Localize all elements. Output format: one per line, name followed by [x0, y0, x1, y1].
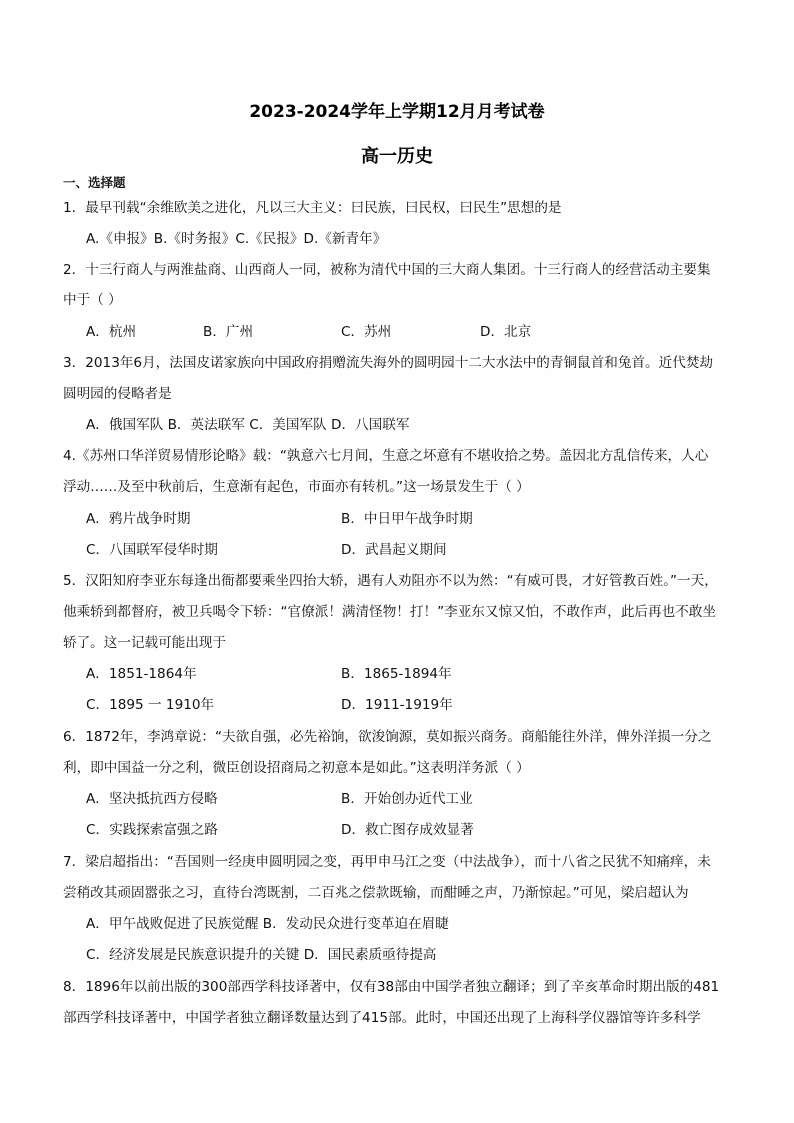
question-6-option-b: B．开始创办近代工业 [341, 791, 473, 807]
question-7-text-line2: 尝稍改其顽固嚣张之习，直待台湾既割，二百兆之偿款既输，而酣睡之声，乃渐惊起。”可见，梁启超认为 [63, 885, 689, 901]
question-5-text-line3: 轿了。这一记载可能出现于 [63, 635, 227, 651]
question-1-text: 1．最早刊载“余维欧美之进化，凡以三大主义：曰民族，曰民权，曰民生”思想的是 [63, 200, 562, 216]
exam-title: 2023-2024学年上学期12月月考试卷 [249, 102, 545, 122]
question-5-option-c: C．1895 一 1910年 [86, 697, 215, 713]
exam-subject: 高一历史 [361, 146, 433, 167]
question-4-text-line1: 4.《苏州口华洋贸易情形论略》载：“孰意六七月间，生意之坏意有不堪收拾之势。盖因北方乱信传来，人心 [63, 448, 709, 464]
question-2-text-line2: 中于（ ） [63, 292, 122, 308]
question-5-text-line1: 5．汉阳知府李亚东每逢出衙都要乘坐四抬大轿，遇有人劝阻亦不以为然：“有威可畏，才好管教百姓。”一天， [63, 573, 718, 589]
question-5-option-d: D．1911-1919年 [341, 697, 453, 713]
section-heading: 一、选择题 [63, 175, 126, 190]
question-8-text-line1: 8．1896年以前出版的300部西学科技译著中，仅有38部由中国学者独立翻译；到了辛亥革命时期出版的481 [63, 979, 720, 995]
question-6-text-line2: 利，即中国益一分之利，微臣创设招商局之初意本是如此。”这表明洋务派（ ） [63, 760, 530, 776]
question-4-text-line2: 浮动……及至中秋前后，生意渐有起色，市面亦有转机。”这一场景发生于（ ） [63, 479, 530, 495]
question-2-option-a: A．杭州 [86, 324, 137, 340]
question-7-options-row1: A．甲午战败促进了民族觉醒 B．发动民众进行变革迫在眉睫 [86, 916, 449, 932]
question-7-text-line1: 7．梁启超指出：“吾国则一经庚申圆明园之变，再甲申马江之变（中法战争），而十八省之民犹不知痛痒，未 [63, 854, 711, 870]
question-3-options: A．俄国军队 B．英法联军 C．美国军队 D．八国联军 [86, 417, 410, 433]
question-5-option-a: A．1851-1864年 [86, 666, 197, 682]
question-4-option-b: B．中日甲午战争时期 [341, 511, 473, 527]
question-5-text-line2: 他乘轿到都督府，被卫兵喝令下轿：“官僚派！满清怪物！打！”李亚东又惊又怕，不敢作声，此后再也不敢坐 [63, 604, 716, 620]
question-2-text-line1: 2．十三行商人与两淮盐商、山西商人一同，被称为清代中国的三大商人集团。十三行商人的经营活动主要集 [63, 262, 711, 278]
question-6-option-c: C．实践探索富强之路 [86, 822, 218, 838]
question-4-option-a: A．鸦片战争时期 [86, 511, 191, 527]
question-2-option-b: B．广州 [203, 324, 254, 340]
question-3-text-line1: 3．2013年6月，法国皮诺家族向中国政府捐赠流失海外的圆明园十二大水法中的青铜鼠首和兔首。近代焚劫 [63, 355, 714, 371]
question-7-options-row2: C．经济发展是民族意识提升的关键 D．国民素质亟待提高 [86, 947, 437, 963]
question-1-options: A.《申报》B.《时务报》C.《民报》D.《新青年》 [86, 231, 387, 247]
question-3-text-line2: 圆明园的侵略者是 [63, 386, 172, 402]
question-2-option-d: D．北京 [480, 324, 532, 340]
question-8-text-line2: 部西学科技译著中，中国学者独立翻译数量达到了415部。此时，中国还出现了上海科学仪器馆等许多科学 [63, 1010, 701, 1026]
question-4-option-c: C．八国联军侵华时期 [86, 542, 218, 558]
question-5-option-b: B．1865-1894年 [341, 666, 452, 682]
question-6-option-a: A．坚决抵抗西方侵略 [86, 791, 218, 807]
question-6-option-d: D．救亡图存成效显著 [341, 822, 474, 838]
question-6-text-line1: 6．1872年，李鸿章说：“夫欲自强，必先裕饷，欲浚饷源，莫如振兴商务。商船能往外洋，俾外洋损一分之 [63, 729, 712, 745]
question-4-option-d: D．武昌起义期间 [341, 542, 447, 558]
question-2-option-c: C．苏州 [341, 324, 392, 340]
